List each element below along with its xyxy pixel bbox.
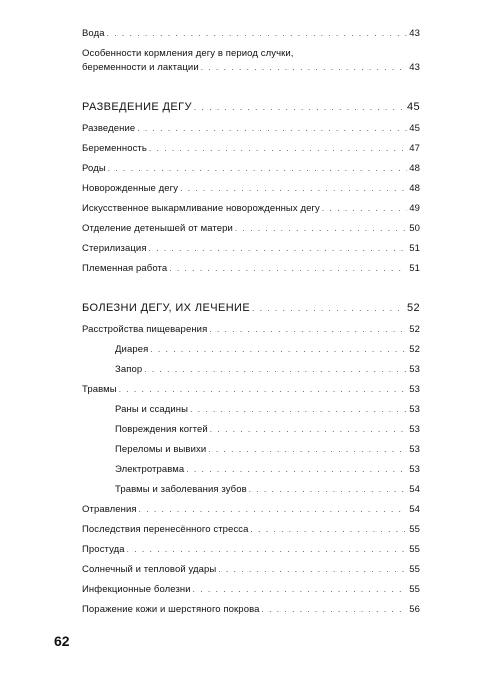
dot-leader: [149, 242, 408, 256]
toc-entry-title: Разведение: [82, 123, 136, 134]
toc-entry-title: Роды: [82, 163, 106, 174]
toc-entry-title: Расстройства пищеварения: [82, 324, 208, 335]
toc-entry-page: 51: [409, 243, 420, 254]
toc-entry-title-line1: Особенности кормления дегу в период случки,: [82, 48, 294, 59]
toc-entry-heatstroke: [82, 563, 420, 577]
toc-entry-rody: [82, 162, 420, 176]
dot-leader: [119, 383, 407, 397]
toc-entry-title: Инфекционные болезни: [82, 584, 191, 595]
dot-leader: [180, 182, 407, 196]
toc-entry-title: Травмы: [82, 384, 117, 395]
toc-entry-newborn: [82, 182, 420, 196]
toc-section-title: РАЗВЕДЕНИЕ ДЕГУ: [82, 101, 192, 113]
toc-subentry-fractures: [115, 443, 420, 457]
dot-leader: [201, 61, 407, 75]
toc-entry-title: Раны и ссадины: [115, 404, 189, 415]
toc-entry-injuries: [82, 383, 420, 397]
toc-entry-page: 51: [409, 263, 420, 274]
dot-leader: [194, 101, 405, 115]
toc-entry-page: 43: [409, 28, 420, 39]
toc-entry-title: Отравления: [82, 504, 137, 515]
toc-entry-page: 48: [409, 163, 420, 174]
toc-section-page: 52: [406, 302, 420, 314]
toc-entry-page: 56: [409, 604, 420, 615]
toc-section-diseases: [82, 301, 420, 316]
dot-leader: [252, 302, 405, 316]
toc-entry-stress: [82, 523, 420, 537]
dot-leader: [262, 603, 408, 617]
toc-entry-page: 53: [409, 444, 420, 455]
toc-entry-title: Травмы и заболевания зубов: [115, 484, 247, 495]
dot-leader: [251, 523, 408, 537]
toc-entry-sterilization: [82, 242, 420, 256]
toc-entry-page: 50: [409, 223, 420, 234]
toc-entry-breeding-work: [82, 262, 420, 276]
toc-entry-page: 52: [409, 344, 420, 355]
dot-leader: [210, 423, 407, 437]
toc-entry-page: 53: [409, 364, 420, 375]
toc-entry-title: Электротравма: [115, 464, 185, 475]
toc-entry-page: 55: [409, 524, 420, 535]
toc-entry-page: 48: [409, 183, 420, 194]
toc-entry-digestion: [82, 323, 420, 337]
toc-entry-title: Новорожденные дегу: [82, 183, 179, 194]
dot-leader: [208, 443, 407, 457]
toc-entry-page: 47: [409, 143, 420, 154]
dot-leader: [235, 222, 407, 236]
toc-section-breeding: [82, 100, 420, 115]
toc-entry-title: Отделение детенышей от матери: [82, 223, 233, 234]
toc-entry-title: Последствия перенесённого стресса: [82, 524, 249, 535]
toc-entry-title: Стерилизация: [82, 243, 147, 254]
toc-entry-page: 55: [409, 564, 420, 575]
toc-entry-page: 53: [409, 404, 420, 415]
page-number: 62: [54, 633, 70, 649]
dot-leader: [249, 483, 407, 497]
toc-entry-title: Запор: [115, 364, 143, 375]
toc-entry-title: Повреждения когтей: [115, 424, 208, 435]
toc-entry-title: Солнечный и тепловой удары: [82, 564, 217, 575]
dot-leader: [149, 142, 407, 156]
dot-leader: [137, 122, 407, 136]
toc-entry-title: Искусственное выкармливание новорожденных дегу: [82, 203, 320, 214]
toc-subentry-constipation: [115, 363, 420, 377]
toc-entry-title: Простуда: [82, 544, 125, 555]
toc-entry-cold: [82, 543, 420, 557]
toc-entry-skin: [82, 603, 420, 617]
toc-entry-page: 54: [409, 484, 420, 495]
toc-entry-page: 52: [409, 324, 420, 335]
toc-subentry-teeth: [115, 483, 420, 497]
toc-subentry-electrotrauma: [115, 463, 420, 477]
toc-entry-title: Вода: [82, 28, 105, 39]
toc-entry-page: 43: [409, 62, 420, 73]
dot-leader: [150, 343, 407, 357]
toc-entry-title: Племенная работа: [82, 263, 168, 274]
dot-leader: [127, 543, 408, 557]
toc-entry-page: 53: [409, 384, 420, 395]
toc-entry-title: Беременность: [82, 143, 147, 154]
toc-entry-page: 54: [409, 504, 420, 515]
dot-leader: [190, 403, 407, 417]
toc-entry-page: 45: [409, 123, 420, 134]
toc-entry-page: 55: [409, 584, 420, 595]
toc-entry-feeding: [82, 47, 420, 75]
toc-entry-beremennost: [82, 142, 420, 156]
toc-subentry-claws: [115, 423, 420, 437]
toc-entry-page: 55: [409, 544, 420, 555]
toc-entry-voda: [82, 27, 420, 41]
dot-leader: [322, 202, 407, 216]
dot-leader: [169, 262, 407, 276]
dot-leader: [144, 363, 407, 377]
dot-leader: [107, 27, 408, 41]
toc-entry-page: 49: [409, 203, 420, 214]
toc-subentry-diarrhea: [115, 343, 420, 357]
dot-leader: [139, 503, 408, 517]
toc-section-title: БОЛЕЗНИ ДЕГУ, ИХ ЛЕЧЕНИЕ: [82, 302, 251, 314]
toc-subentry-wounds: [115, 403, 420, 417]
toc-entry-poisoning: [82, 503, 420, 517]
dot-leader: [193, 583, 408, 597]
dot-leader: [218, 563, 407, 577]
toc-section-page: 45: [406, 101, 420, 113]
toc-entry-title: Переломы и вывихи: [115, 444, 207, 455]
dot-leader: [108, 162, 407, 176]
dot-leader: [186, 463, 407, 477]
toc-entry-title: Поражение кожи и шерстяного покрова: [82, 604, 260, 615]
toc-entry-page: 53: [409, 424, 420, 435]
toc-entry-title-line2: беременности и лактации: [82, 62, 199, 73]
toc-entry-razvedenie: [82, 122, 420, 136]
toc-entry-infections: [82, 583, 420, 597]
dot-leader: [209, 323, 407, 337]
toc-entry-page: 53: [409, 464, 420, 475]
toc-entry-title: Диарея: [115, 344, 149, 355]
toc-entry-artificial-feeding: [82, 202, 420, 216]
toc-entry-weaning: [82, 222, 420, 236]
